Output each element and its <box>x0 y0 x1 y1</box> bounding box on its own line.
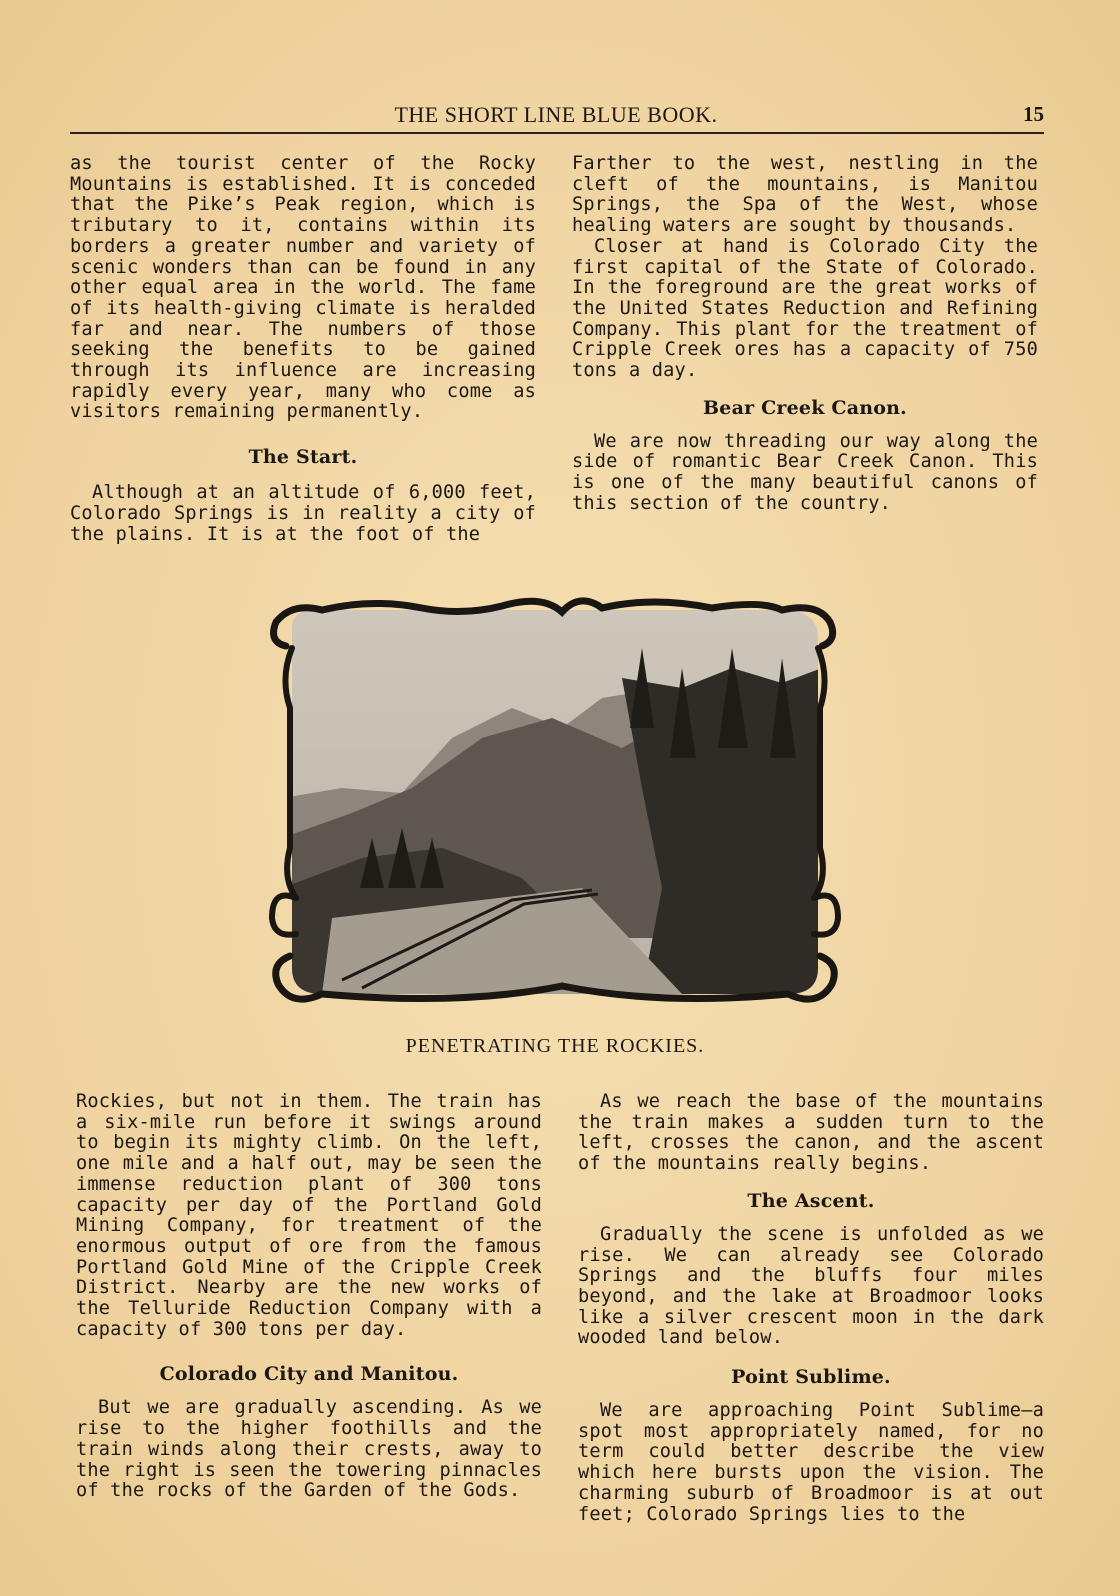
section-heading-the-start: The Start. <box>248 446 358 469</box>
photo-figure <box>262 588 848 1018</box>
running-title: THE SHORT LINE BLUE BOOK. <box>394 102 718 127</box>
paragraph: We are now threading our way along the side of romantic Bear Creek Canon. This is one of the many beautiful canons of this section of the country. <box>572 430 1038 514</box>
section-heading-the-ascent: The Ascent. <box>747 1189 875 1212</box>
paragraph: Rockies, but not in them. The train has a six-mile run before it swings around to begin its mighty climb. On the left, one mile and a half out, may be seen the immense reduction plant of 300 tons capacity per day of the Portland Gold Mining Company, for treatment of the enormous output of ore from the famous Portland Gold Mine of the Cripple Creek District. Nearby are the new works of the Telluride Reduction Company with a capacity of 300 tons per day. <box>76 1091 542 1340</box>
column-top-left <box>70 154 536 545</box>
column-top-right <box>572 154 1038 515</box>
figure-caption: PENETRATING THE ROCKIES. <box>405 1035 705 1057</box>
paragraph: Gradually the scene is unfolded as we rise. We can already see Colorado Springs and the bluffs four miles beyond, and the lake at Broadmoor looks like a silver crescent moon in the dark wooded land below. <box>578 1223 1044 1349</box>
paragraph: Closer at hand is Colorado City the first capital of the State of Colorado. In the foreground are the great works of the United States Reduction and Refining Company. This plant for the treatment of Cripple Creek ores has a capacity of 750 tons a day. <box>572 235 1038 382</box>
mountain-railway-photo <box>262 588 848 1018</box>
header-rule <box>70 132 1044 134</box>
paragraph: as the tourist center of the Rocky Mountains is established. It is conceded that the Pike’s Peak region, which is tributary to it, contains within its borders a greater number and variety of scenic wonders than can be found in any other equal area in the world. The fame of its health-giving climate is heralded far and near. The numbers of those seeking the benefits to be gained through its influence are increasing rapidly every year, many who come as visitors remaining permanently. <box>70 153 536 423</box>
paragraph: But we are gradually ascending. As we rise to the higher foothills and the train winds along their crests, away to the right is seen the towering pinnacles of the rocks of the Garden of the Gods. <box>76 1397 542 1502</box>
paragraph: As we reach the base of the mountains the train makes a sudden turn to the left, crosses the canon, and the ascent of the mountains really begins. <box>578 1091 1044 1175</box>
section-heading-colorado-city-and-manitou: Colorado City and Manitou. <box>159 1363 459 1386</box>
paragraph: We are approaching Point Sublime—a spot most appropriately named, for no term could better describe the view which here bursts upon the vision. The charming suburb of Broadmoor is at out feet; Colorado Springs lies to the <box>578 1400 1044 1525</box>
running-head <box>70 102 1044 132</box>
column-bottom-right <box>578 1092 1044 1525</box>
section-heading-bear-creek-canon: Bear Creek Canon. <box>703 396 907 419</box>
section-heading-point-sublime: Point Sublime. <box>731 1366 891 1389</box>
paragraph: Although at an altitude of 6,000 feet, Colorado Springs is in reality a city of the plains. It is at the foot of the <box>70 482 536 545</box>
column-bottom-left <box>76 1092 542 1502</box>
page-number: 15 <box>1023 102 1044 126</box>
paragraph: Farther to the west, nestling in the cleft of the mountains, is Manitou Springs, the Spa of the West, whose healing waters are sought by thousands. <box>572 153 1038 237</box>
